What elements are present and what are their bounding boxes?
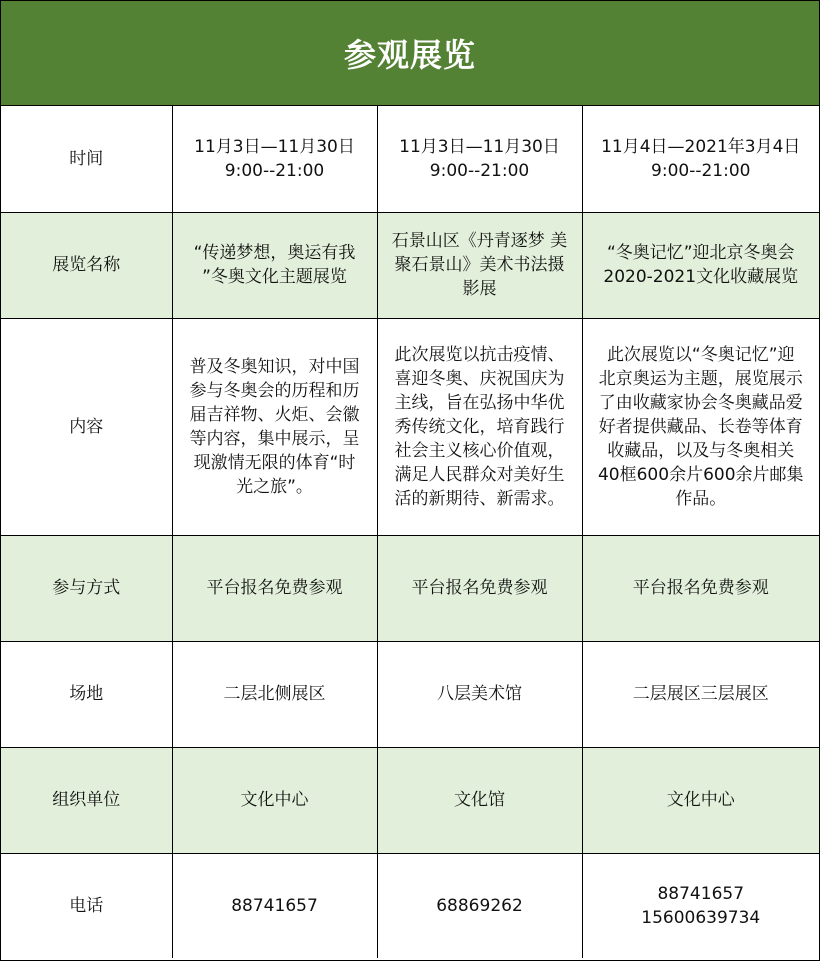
- cell-text-line: 八层美术馆: [437, 684, 522, 704]
- cell-venue-1: [172, 641, 377, 747]
- cell-time-1: [172, 106, 377, 212]
- cell-text-line: 平台报名免费参观: [411, 578, 548, 598]
- cell-phone-2: [377, 853, 582, 958]
- table-row-organizer: [1, 747, 819, 853]
- cell-text-line: 光之旅”。: [236, 476, 313, 497]
- cell-text-line: 收藏品，以及与冬奥相关: [607, 440, 795, 461]
- cell-text-line: 石景山区《丹青逐梦 美: [391, 231, 568, 251]
- cell-text-line: 普及冬奥知识，对中国: [189, 356, 360, 377]
- cell-exhibition-name-1: [172, 212, 377, 318]
- cell-text-line: 文化中心: [240, 790, 309, 810]
- exhibition-table: [1, 106, 819, 958]
- cell-exhibition-name-2: [377, 212, 582, 318]
- table-row-participation: [1, 535, 819, 641]
- cell-text-line: 此次展览以抗击疫情、: [394, 344, 565, 365]
- cell-venue-3: [582, 641, 819, 747]
- cell-text-line: 主线，旨在弘扬中华优: [394, 392, 565, 413]
- cell-text-line: 9:00--21:00: [224, 160, 325, 181]
- cell-text-line: 文化中心: [666, 790, 735, 810]
- table-row-phone: [1, 853, 819, 958]
- cell-text-line: 11月3日—11月30日: [399, 136, 560, 157]
- page-title: 参观展览: [343, 36, 476, 74]
- cell-text-line: 活的新期待、新需求。: [394, 488, 565, 509]
- cell-text-line: 11月3日—11月30日: [194, 136, 355, 157]
- cell-content-1: [172, 318, 377, 535]
- cell-content-2: [377, 318, 582, 535]
- cell-text-line: 二层展区三层展区: [632, 684, 769, 704]
- row-label-phone: 电话: [1, 853, 172, 958]
- cell-phone-3: [582, 853, 819, 958]
- row-label-venue: 场地: [1, 641, 172, 747]
- cell-text-line: 2020-2021文化收藏展览: [603, 267, 799, 287]
- cell-participation-3: [582, 535, 819, 641]
- cell-text-line: 68869262: [436, 895, 523, 916]
- row-label-participation: 参与方式: [1, 535, 172, 641]
- cell-text-line: 二层北侧展区: [223, 684, 326, 704]
- table-row-time: [1, 106, 819, 212]
- cell-text-line: 15600639734: [641, 907, 761, 928]
- table-row-content: [1, 318, 819, 535]
- cell-participation-1: [172, 535, 377, 641]
- cell-time-2: [377, 106, 582, 212]
- cell-text-line: 文化馆: [454, 790, 505, 810]
- cell-text-line: 现激情无限的体育“时: [193, 452, 356, 473]
- cell-content-3: [582, 318, 819, 535]
- cell-phone-1: [172, 853, 377, 958]
- cell-text-line: 聚石景山》美术书法摄: [394, 255, 565, 275]
- row-label-exhibition-name: 展览名称: [1, 212, 172, 318]
- cell-text-line: 参与冬奥会的历程和历: [189, 380, 360, 401]
- table-body: [1, 106, 819, 958]
- row-label-time: 时间: [1, 106, 172, 212]
- cell-text-line: 好者提供藏品、长卷等体育: [598, 416, 803, 437]
- cell-text-line: 届吉祥物、火炬、会徽: [189, 404, 360, 425]
- cell-text-line: 此次展览以“冬奥记忆”迎: [606, 344, 795, 365]
- cell-text-line: 40框600余片600余片邮集: [597, 464, 804, 485]
- cell-organizer-1: [172, 747, 377, 853]
- cell-venue-2: [377, 641, 582, 747]
- cell-time-3: [582, 106, 819, 212]
- cell-exhibition-name-3: [582, 212, 819, 318]
- cell-text-line: 了由收藏家协会冬奥藏品爱: [598, 392, 803, 413]
- cell-text-line: 秀传统文化，培育践行: [394, 416, 565, 437]
- cell-organizer-2: [377, 747, 582, 853]
- cell-text-line: 88741657: [657, 883, 745, 904]
- cell-participation-2: [377, 535, 582, 641]
- cell-text-line: 平台报名免费参观: [206, 578, 343, 598]
- cell-text-line: 影展: [462, 279, 497, 299]
- cell-text-line: 11月4日—2021年3月4日: [601, 136, 801, 157]
- cell-text-line: 9:00--21:00: [651, 160, 751, 181]
- cell-text-line: 满足人民群众对美好生: [394, 464, 565, 485]
- table-row-exhibition-name: [1, 212, 819, 318]
- row-label-content: 内容: [1, 318, 172, 535]
- cell-text-line: 作品。: [675, 488, 727, 509]
- cell-text-line: 88741657: [231, 895, 318, 916]
- row-label-organizer: 组织单位: [1, 747, 172, 853]
- cell-text-line: ”冬奥文化主题展览: [202, 267, 347, 287]
- cell-text-line: 北京奥运为主题，展览展示: [598, 368, 803, 389]
- cell-text-line: 社会主义核心价值观，: [394, 440, 565, 461]
- cell-text-line: 9:00--21:00: [429, 160, 530, 181]
- cell-text-line: 平台报名免费参观: [632, 578, 769, 598]
- cell-text-line: 等内容，集中展示，呈: [189, 428, 360, 449]
- title-bar: [1, 1, 819, 106]
- table-row-venue: [1, 641, 819, 747]
- cell-text-line: “冬奥记忆”迎北京冬奥会: [606, 243, 795, 263]
- cell-organizer-3: [582, 747, 819, 853]
- cell-text-line: 喜迎冬奥、庆祝国庆为: [394, 368, 565, 389]
- cell-text-line: “传递梦想，奥运有我: [193, 243, 356, 263]
